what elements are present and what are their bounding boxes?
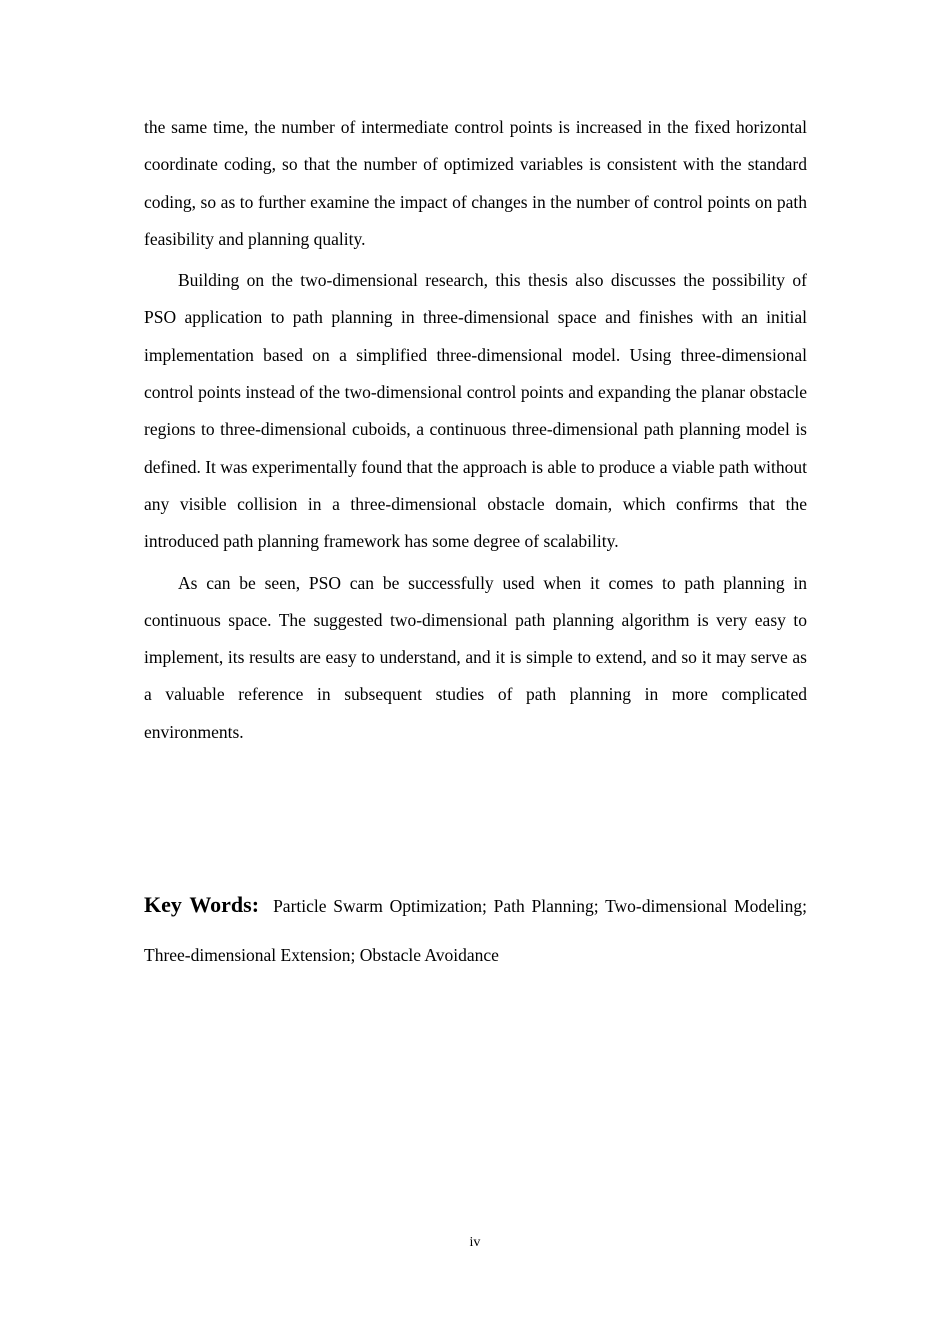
keywords-text: Particle Swarm Optimization; Path Planning; Two-dimensional Modeling; Three-dimensional Extension; Obstacle Avoidance [144,896,807,965]
paragraph-three-dimensional-extension: Building on the two-dimensional research, this thesis also discusses the possibility of PSO application to path planning in three-dimensional space and finishes with an initial implementation based on a simplified three-dimensional model. Using three-dimensional control points instead of the two-dimensional control points and expanding the planar obstacle regions to three-dimensional cuboids, a continuous three-dimensional path planning model is defined. It was experimentally found that the approach is able to produce a viable path without any visible collision in a three-dimensional obstacle domain, which confirms that the introduced path planning framework has some degree of scalability. [144,270,807,552]
page-number: iv [469,1235,481,1250]
paragraph-conclusion: As can be seen, PSO can be successfully used when it comes to path planning in continuous space. The suggested two-dimensional path planning algorithm is very easy to implement, its results are easy to understand, and it is simple to extend, and so it may serve as a valuable reference in subsequent studies of path planning in more complicated environments. [144,572,807,742]
document-body [144,109,807,755]
paragraph-continuation: the same time, the number of intermediate control points is increased in the fixed horizontal coordinate coding, so that the number of optimized variables is consistent with the standard coding, so as to further examine the impact of changes in the number of control points on path feasibility and planning quality. [144,117,807,249]
keywords-label: Key Words: [144,892,260,917]
keywords-section [144,880,807,980]
